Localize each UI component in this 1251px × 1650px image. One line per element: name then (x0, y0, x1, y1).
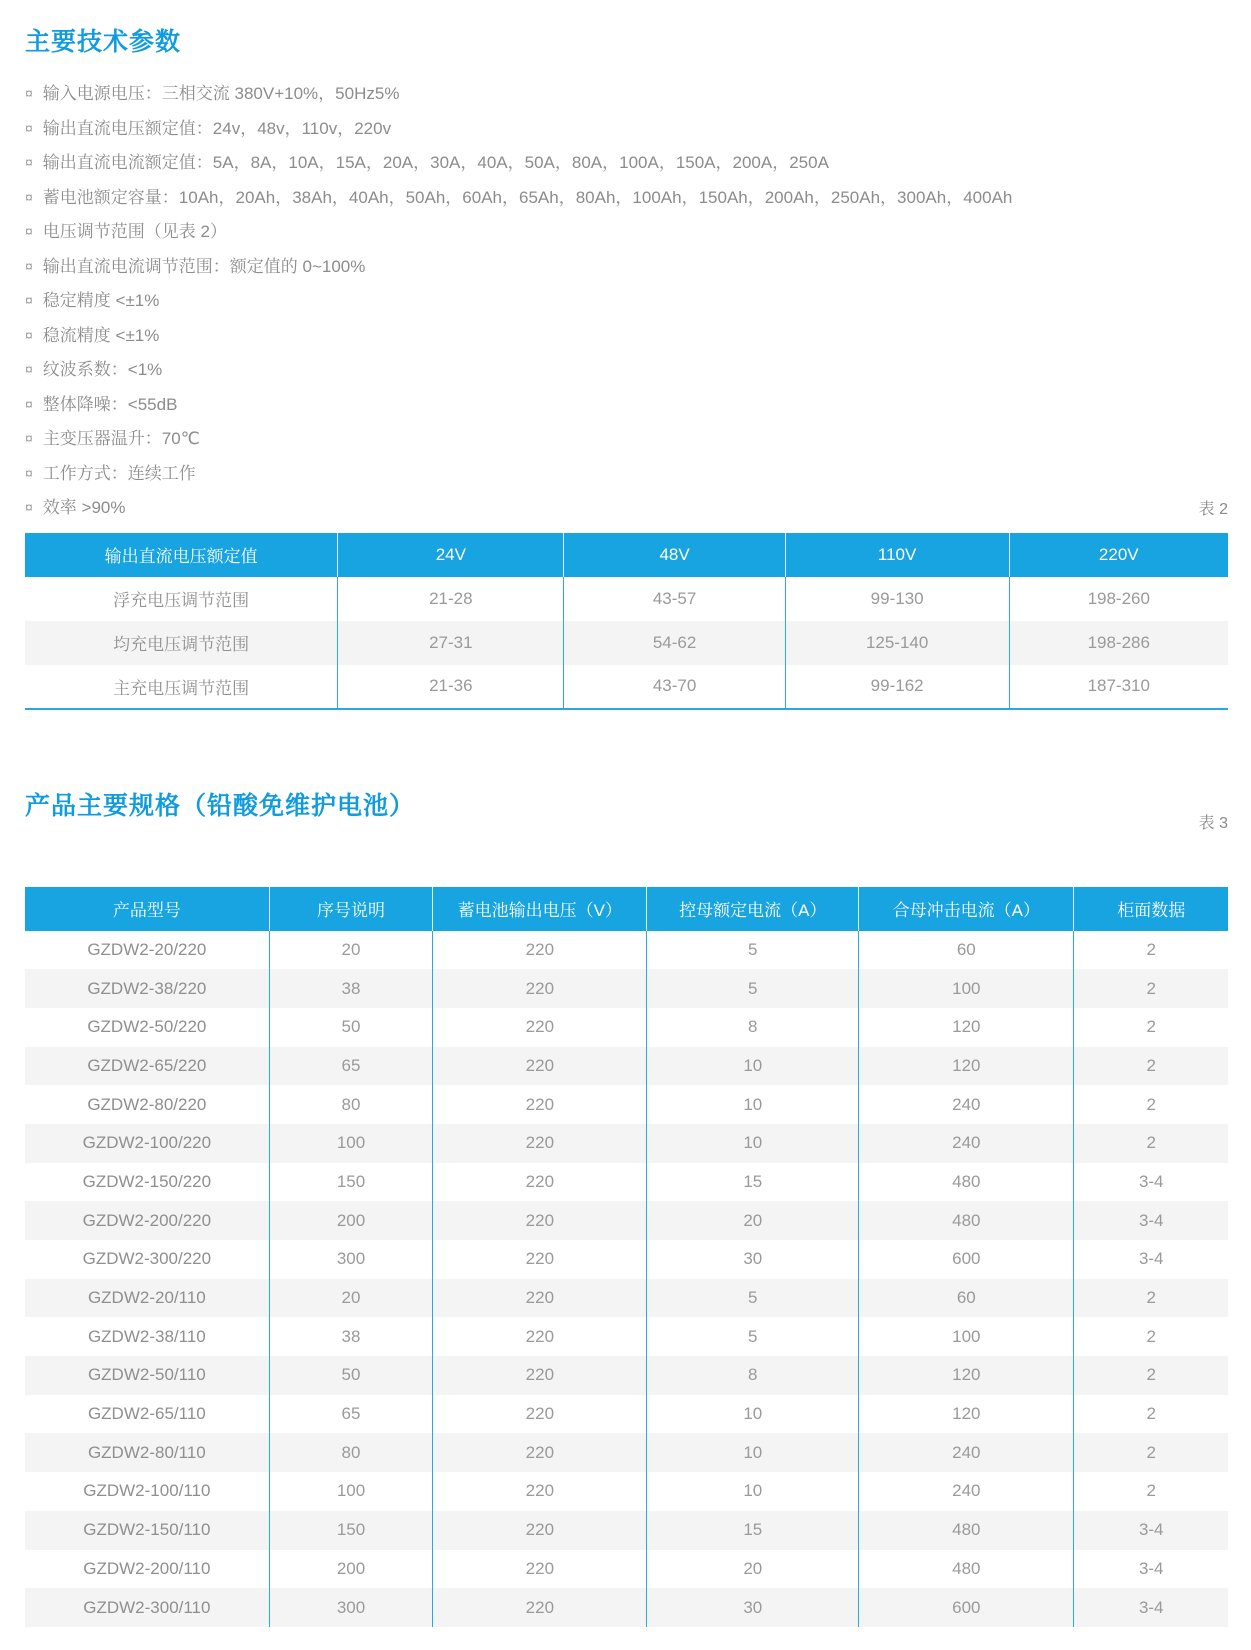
spec-item (25, 388, 1228, 423)
spec-text: 输出直流电流调节范围：额定值的 0~100% (42, 256, 366, 276)
header-row (25, 533, 1228, 577)
table-cell: 220 (433, 969, 647, 1008)
table-cell: 2 (1146, 1133, 1156, 1153)
table-cell: 150 (269, 1163, 433, 1202)
column-header: 产品型号 (25, 887, 269, 931)
table-row (25, 1588, 1228, 1627)
table-cell: 主充电压调节范围 (25, 665, 338, 709)
table-cell: GZDW2-80/110 (25, 1433, 269, 1472)
product-model-table-head (25, 887, 1228, 931)
voltage-range-table (25, 533, 1228, 710)
table-cell: 220 (433, 1395, 647, 1434)
spec-item (25, 353, 1228, 388)
table-cell: GZDW2-200/110 (25, 1550, 269, 1589)
spec-text: 输入电源电压：三相交流 380V+10%，50Hz5% (42, 84, 400, 103)
table-cell: 65 (269, 1395, 433, 1434)
table-row (25, 1201, 1228, 1240)
table-cell: 480 (859, 1201, 1074, 1240)
table-cell: 187-310 (1087, 676, 1150, 695)
table-cell: 27-31 (338, 621, 564, 665)
table3-caption: 表 3 (1198, 814, 1228, 832)
table-cell: 20 (647, 1550, 859, 1589)
table2-caption: 表 2 (1198, 500, 1228, 518)
table-cell: 150 (269, 1511, 433, 1550)
table-cell: 240 (859, 1433, 1074, 1472)
table-row (25, 1472, 1228, 1511)
table-cell: 5 (647, 1279, 859, 1318)
bullet-marker-icon: ¤ (25, 430, 33, 446)
table-row (25, 577, 1228, 621)
table-cell: 99-130 (785, 577, 1009, 621)
spec-text: 输出直流电流额定值：5A，8A，10A，15A，20A，30A，40A，50A，80A，100A，150A，200A，250A (42, 153, 829, 172)
table-cell: 220 (433, 1085, 647, 1124)
table-cell: 60 (859, 931, 1074, 970)
table-cell: 8 (647, 1008, 859, 1047)
table-cell: 220 (433, 1279, 647, 1318)
table-cell: 2 (1146, 1442, 1156, 1462)
table-cell: 220 (433, 1047, 647, 1086)
table-cell: GZDW2-200/220 (25, 1201, 269, 1240)
table-cell: 8 (647, 1356, 859, 1395)
spec-text: 蓄电池额定容量：10Ah，20Ah，38Ah，40Ah，50Ah，60Ah，65Ah，80Ah，100Ah，150Ah，200Ah，250Ah，300Ah，400Ah (42, 187, 1013, 207)
table-cell: 21-28 (338, 577, 564, 621)
table-cell: 20 (269, 931, 433, 970)
table-cell: 220 (433, 1201, 647, 1240)
spec-item (25, 181, 1228, 216)
table-cell: 10 (647, 1085, 859, 1124)
table-cell: 2 (1146, 1055, 1156, 1075)
table-cell: 198-286 (1087, 632, 1150, 652)
table-row (25, 1047, 1228, 1086)
table-cell: 100 (859, 1317, 1074, 1356)
table-cell: GZDW2-80/220 (25, 1085, 269, 1124)
spec-item (25, 250, 1228, 285)
table-cell: 5 (647, 1317, 859, 1356)
table-cell: 2 (1146, 1365, 1156, 1385)
table-cell: 220 (433, 1356, 647, 1395)
bullet-marker-icon: ¤ (25, 188, 33, 205)
table-cell: GZDW2-100/110 (25, 1472, 269, 1511)
spec-item (25, 284, 1228, 319)
table-cell: GZDW2-50/220 (25, 1008, 269, 1047)
table-row (25, 1433, 1228, 1472)
bullet-marker-icon: ¤ (25, 464, 33, 481)
bullet-marker-icon: ¤ (25, 499, 33, 515)
bullet-marker-icon: ¤ (25, 85, 33, 101)
section-title-technical-parameters: 主要技术参数 (25, 28, 182, 56)
column-header: 序号说明 (269, 887, 433, 931)
table-cell: 480 (859, 1163, 1074, 1202)
table-cell: 200 (269, 1201, 433, 1240)
table-cell: 220 (433, 1511, 647, 1550)
table-cell: 220 (433, 931, 647, 970)
table-cell: 80 (269, 1085, 433, 1124)
spec-text: 工作方式：连续工作 (42, 463, 196, 483)
column-header: 输出直流电压额定值 (25, 533, 338, 577)
table-row (25, 1356, 1228, 1395)
table-cell: 65 (269, 1047, 433, 1086)
table-cell: 600 (859, 1240, 1074, 1279)
table-cell: GZDW2-20/110 (25, 1279, 269, 1318)
table-cell: 120 (859, 1008, 1074, 1047)
spec-item (25, 146, 1228, 181)
table-cell: GZDW2-65/110 (25, 1395, 269, 1434)
table-cell: GZDW2-20/220 (25, 931, 269, 970)
table-row (25, 1240, 1228, 1279)
bullet-marker-icon: ¤ (25, 361, 33, 377)
column-header: 控母额定电流（A） (647, 887, 859, 931)
table-cell: 38 (269, 1317, 433, 1356)
table-row (25, 1279, 1228, 1318)
column-header: 蓄电池输出电压（V） (433, 887, 647, 931)
table-cell: 3-4 (1138, 1249, 1164, 1269)
table-cell: 220 (433, 1124, 647, 1163)
bullet-marker-icon: ¤ (25, 119, 33, 136)
table-cell: 300 (269, 1240, 433, 1279)
table-cell: 5 (647, 969, 859, 1008)
table-cell: GZDW2-50/110 (25, 1356, 269, 1395)
bullet-marker-icon: ¤ (25, 292, 33, 308)
table-cell: 均充电压调节范围 (25, 621, 338, 665)
spec-text: 稳定精度 <±1% (42, 291, 160, 310)
technical-spec-list (25, 77, 1228, 526)
table-cell: GZDW2-300/220 (25, 1240, 269, 1279)
table-cell: GZDW2-150/110 (25, 1511, 269, 1550)
table-cell: 43-70 (564, 665, 785, 709)
table-cell: 600 (859, 1588, 1074, 1627)
table-cell: 60 (859, 1279, 1074, 1318)
spec-text: 整体降噪：<55dB (42, 394, 178, 414)
table-cell: 浮充电压调节范围 (25, 577, 338, 621)
table-row (25, 969, 1228, 1008)
table-cell: 30 (647, 1240, 859, 1279)
column-header: 48V (564, 533, 785, 577)
table-cell: 120 (859, 1356, 1074, 1395)
spec-item (25, 77, 1228, 112)
bullet-marker-icon: ¤ (25, 154, 33, 170)
table-cell: 2 (1146, 939, 1156, 959)
table-cell: 15 (647, 1511, 859, 1550)
table-cell: 2 (1146, 978, 1156, 998)
table-cell: 240 (859, 1472, 1074, 1511)
table-row (25, 621, 1228, 665)
spec-text: 稳流精度 <±1% (42, 325, 160, 345)
table-cell: 220 (433, 1472, 647, 1511)
table-row (25, 1163, 1228, 1202)
bullet-marker-icon: ¤ (25, 395, 33, 412)
table-row (25, 931, 1228, 970)
bullet-marker-icon: ¤ (25, 257, 33, 274)
table-cell: 2 (1146, 1094, 1156, 1114)
spec-text: 纹波系数：<1% (42, 360, 163, 379)
spec-text: 主变压器温升：70℃ (42, 429, 200, 448)
table-cell: GZDW2-150/220 (25, 1163, 269, 1202)
column-header: 220V (1009, 533, 1228, 577)
spec-item (25, 457, 1228, 492)
table-cell: 220 (433, 1240, 647, 1279)
column-header: 柜面数据 (1074, 887, 1228, 931)
table-row (25, 665, 1228, 709)
table-cell: 220 (433, 1550, 647, 1589)
section-title-product-specs: 产品主要规格（铅酸免维护电池） (25, 791, 416, 820)
spec-item (25, 215, 1228, 250)
table-cell: 300 (269, 1588, 433, 1627)
table-cell: 100 (269, 1124, 433, 1163)
table-cell: GZDW2-38/110 (25, 1317, 269, 1356)
table-cell: 20 (647, 1201, 859, 1240)
table-cell: 54-62 (564, 621, 785, 665)
table-cell: GZDW2-38/220 (25, 969, 269, 1008)
table-cell: GZDW2-65/220 (25, 1047, 269, 1086)
table-row (25, 1511, 1228, 1550)
table-cell: 30 (647, 1588, 859, 1627)
table-row (25, 1395, 1228, 1434)
table-cell: 240 (859, 1124, 1074, 1163)
table-cell: 120 (859, 1047, 1074, 1086)
table-cell: 10 (647, 1433, 859, 1472)
product-model-table-body (25, 931, 1228, 1627)
table-cell: 80 (269, 1433, 433, 1472)
table-cell: 15 (647, 1163, 859, 1202)
table-cell: 220 (433, 1433, 647, 1472)
table-cell: 3-4 (1138, 1520, 1164, 1540)
table-cell: GZDW2-300/110 (25, 1588, 269, 1627)
table-cell: 198-260 (1087, 588, 1150, 608)
table-cell: 10 (647, 1124, 859, 1163)
table-cell: 10 (647, 1472, 859, 1511)
table-cell: 21-36 (338, 665, 564, 709)
column-header: 110V (785, 533, 1009, 577)
table-row (25, 1008, 1228, 1047)
table-row (25, 1124, 1228, 1163)
table-cell: 2 (1146, 1017, 1156, 1037)
table-cell: 50 (269, 1356, 433, 1395)
table-cell: 99-162 (785, 665, 1009, 709)
column-header: 24V (338, 533, 564, 577)
table-cell: 50 (269, 1008, 433, 1047)
product-model-table (25, 887, 1228, 1627)
table-row (25, 1085, 1228, 1124)
voltage-range-table-body (25, 577, 1228, 709)
table-cell: 100 (269, 1472, 433, 1511)
table-cell: 120 (859, 1395, 1074, 1434)
table-cell: 220 (433, 1008, 647, 1047)
table-cell: 480 (859, 1550, 1074, 1589)
table-cell: 3-4 (1138, 1558, 1164, 1578)
spec-item (25, 112, 1228, 147)
header-row (25, 887, 1228, 931)
table-cell: 3-4 (1138, 1210, 1164, 1230)
table-cell: 2 (1146, 1288, 1156, 1308)
spec-text: 输出直流电压额定值：24v，48v，110v，220v (42, 118, 392, 138)
table-cell: 125-140 (785, 621, 1009, 665)
table-cell: 43-57 (564, 577, 785, 621)
column-header: 合母冲击电流（A） (859, 887, 1074, 931)
table-cell: 220 (433, 1163, 647, 1202)
table-cell: 200 (269, 1550, 433, 1589)
spec-item (25, 422, 1228, 457)
spec-text: 电压调节范围（见表 2） (42, 222, 227, 241)
table-cell: 38 (269, 969, 433, 1008)
table-cell: 240 (859, 1085, 1074, 1124)
table-cell: 100 (859, 969, 1074, 1008)
table-cell: 5 (647, 931, 859, 970)
bullet-marker-icon: ¤ (25, 326, 33, 343)
table-cell: 2 (1146, 1481, 1156, 1501)
table-cell: 2 (1146, 1326, 1156, 1346)
spec-text: 效率 >90% (42, 498, 126, 517)
table-cell: 220 (433, 1317, 647, 1356)
spec-item (25, 319, 1228, 354)
table-row (25, 1317, 1228, 1356)
table-cell: 10 (647, 1395, 859, 1434)
voltage-range-table-head (25, 533, 1228, 577)
table-cell: GZDW2-100/220 (25, 1124, 269, 1163)
table-cell: 220 (433, 1588, 647, 1627)
table-cell: 3-4 (1138, 1171, 1164, 1191)
table-cell: 20 (269, 1279, 433, 1318)
table-cell: 10 (647, 1047, 859, 1086)
table-cell: 2 (1146, 1404, 1156, 1424)
table-cell: 480 (859, 1511, 1074, 1550)
bullet-marker-icon: ¤ (25, 223, 33, 239)
table-row (25, 1550, 1228, 1589)
table-cell: 3-4 (1138, 1597, 1164, 1617)
